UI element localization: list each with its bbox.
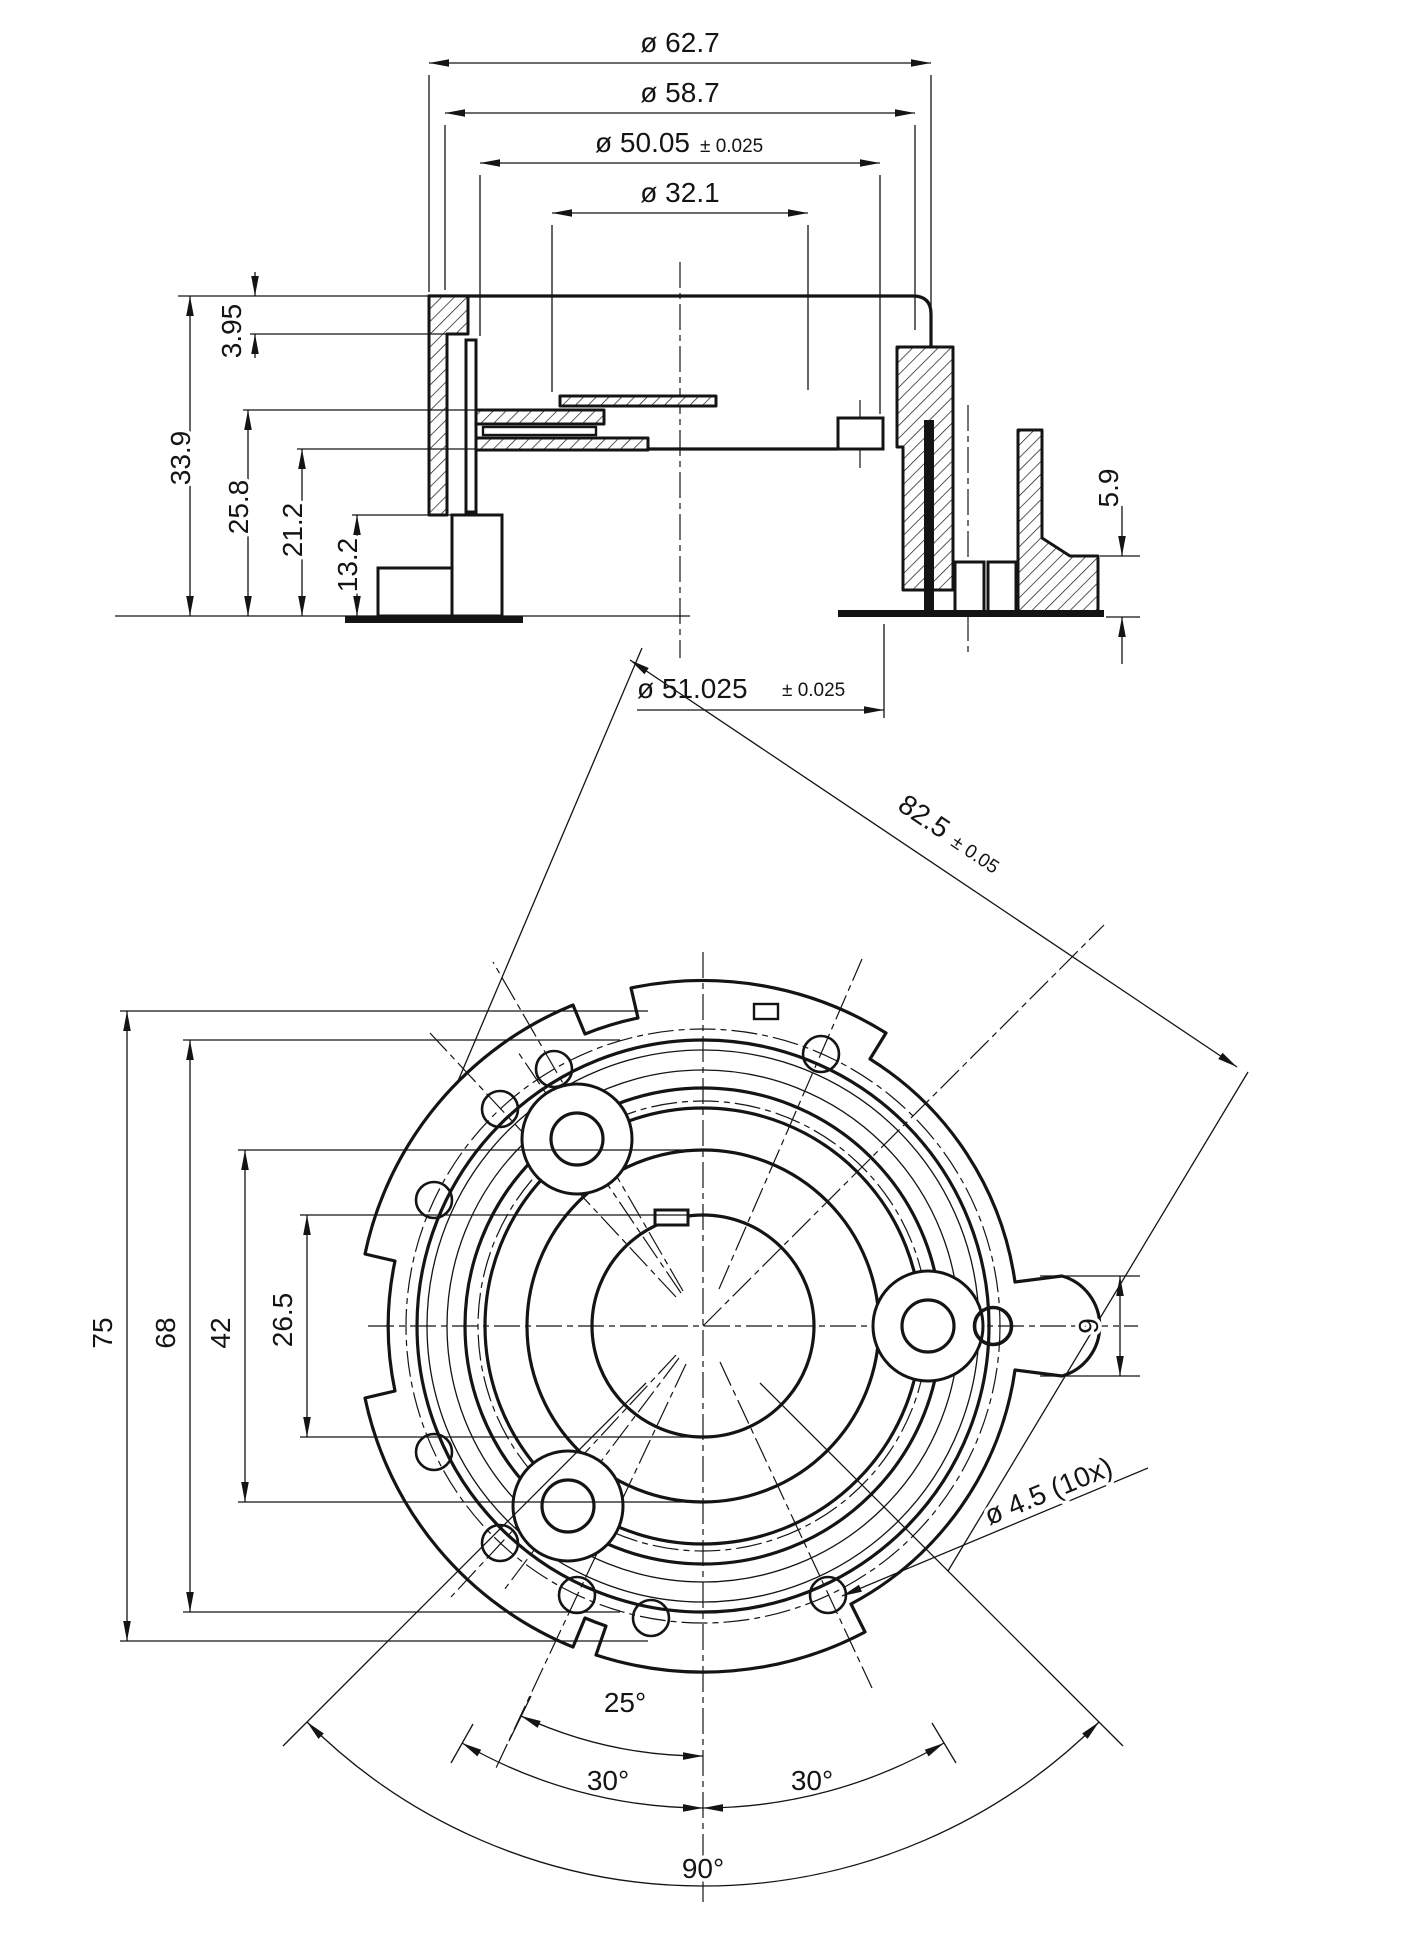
dim-register-diameter-tol: ± 0.025 [700,136,764,157]
section-right-dim [1093,469,1140,664]
dim-bore-diameter: ø 32.1 [640,177,720,208]
dim-height-overall: 33.9 [165,430,196,486]
plan-view [87,648,1248,1902]
dim-floor-height: 21.2 [277,502,308,558]
dim-lip-diameter: ø 58.7 [640,77,720,108]
dim-ring-diameter: 68 [150,1317,181,1349]
dim-outer-diameter: ø 62.7 [640,27,720,58]
hole-callout: ø 4.5 (10x) [979,1450,1117,1532]
section-bottom-dim [637,624,884,718]
section-part-geometry [345,296,1104,623]
angle-30-right: 30° [790,1765,834,1796]
dim-lip-height: 3.95 [216,303,247,359]
dim-hub-diameter: 42 [205,1317,236,1349]
dim-diagonal: 82.5 [892,788,956,845]
angle-90: 90° [681,1853,725,1884]
dim-foot-height: 13.2 [332,537,363,593]
dim-diagonal-tol: ± 0.05 [947,831,1003,879]
dim-overall-height: 75 [87,1317,118,1349]
dim-flange-thickness: 5.9 [1093,468,1124,508]
plan-hole-note [842,1451,1148,1596]
dim-shelf-height: 25.8 [223,479,254,535]
dim-bottom-register-tol: ± 0.025 [782,680,846,701]
dim-ear-width: 9 [1073,1318,1104,1334]
angle-30-left: 30° [586,1765,630,1796]
dim-bottom-register: ø 51.025 [637,673,748,704]
angle-25: 25° [603,1687,647,1718]
dim-register-diameter: ø 50.05 [595,127,690,158]
dim-bore: 26.5 [267,1292,298,1348]
section-view [115,27,1140,718]
